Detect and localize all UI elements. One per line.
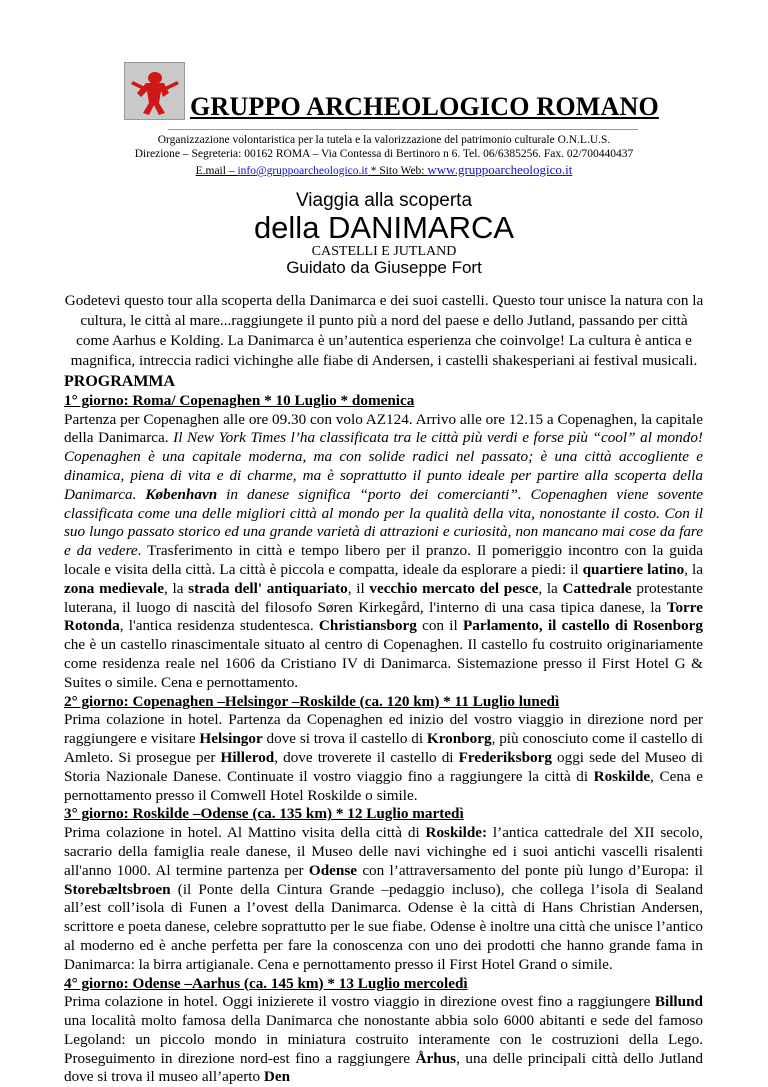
day-description: [64, 711, 703, 805]
day-heading: 1° giorno: Roma/ Copenaghen * 10 Luglio * domenica: [64, 391, 415, 409]
day-text-segment: , la: [538, 579, 563, 597]
title-kicker: Viaggia alla scoperta: [295, 190, 473, 211]
org-title: GRUPPO ARCHEOLOGICO ROMANO: [190, 92, 659, 121]
day-text-segment: Odense: [308, 861, 358, 879]
guide-line: Guidato da Giuseppe Fort: [286, 258, 482, 277]
page-subtitle: CASTELLI E JUTLAND: [311, 244, 457, 259]
day-text-segment: Århus: [415, 1049, 457, 1067]
day-text-segment: protestante luterana, il luogo di nascità del filosofo Søren Kirkegård, l'interno di una casa tipica danese, la: [64, 579, 703, 616]
day-text-segment: Torre Rotonda: [64, 598, 703, 635]
warrior-logo-icon: [125, 63, 184, 119]
intro-paragraph: Godetevi questo tour alla scoperta della Danimarca e dei suoi castelli. Questo tour unisce la natura con la cultura, le città al mare...raggiungete il punto più a nord del paese e dello Jutland, passando per città come Aarhus e Kolding. La Danimarca è un’autentica esperienza che coinvolge! La cultura è antica e magnifica, intreccia radici vichinghe alle fiabe di Andersen, i castelli shakesperiani ai festival musicali.: [64, 292, 704, 369]
day-text-segment: . Trasferimento in città e tempo libero per il pranzo. Il pomeriggio incontro con la guida locale e visita della città. La città è piccola e compatta, ideale da esplorare a piedi: il: [64, 542, 703, 578]
day-text-segment: quartiere latino: [582, 560, 685, 578]
day-text-segment: dove si trova il castello di: [262, 730, 427, 748]
day-heading: 2° giorno: Copenaghen –Helsingor –Roskilde (ca. 120 km) * 11 Luglio lunedì: [64, 692, 560, 710]
day-text-segment: , una delle principali città dello Jutland dove si trova il museo all’aperto: [64, 1049, 703, 1086]
day-description: [64, 824, 703, 974]
day-text-segment: Prima colazione in hotel. Partenza da Copenaghen ed inizio del vostro viaggio in direzione nord per raggiungere e visitare: [64, 711, 703, 748]
org-description: Organizzazione volontaristica per la tutela e la valorizzazione del patrimonio culturale O.N.L.U.S.: [157, 134, 611, 146]
day-text-segment: , la: [684, 560, 703, 578]
day-text-segment: in danese significa “porto dei comercianti”. Copenaghen viene sovente classificata come una delle migliori città al mondo per la qualità della vita, nonostante il costo. Con il suo lungo passato storico ed una grande varietà di attrazioni e curiosità, non mancano mai cose da fare e da vedere: [64, 485, 703, 560]
day-text-segment: Frederiksborg: [458, 748, 552, 766]
day-text-segment: Kronborg: [426, 730, 492, 748]
day-text-segment: , il: [347, 579, 370, 597]
day-text-segment: Christiansborg: [318, 617, 417, 635]
day-text-segment: strada dell' antiquariato: [188, 579, 348, 597]
day-text-segment: Roskilde: [593, 767, 651, 785]
day-text-segment: Il New York Times l’ha classificata tra le città più verdi e forse più “cool” al mondo! Copenaghen è una capitale moderna, ma con solide radici nel passato; è una città accogliente e dinamica, piena di vita e di charme, ma è soprattutto il punto ideale per partire alla scoperta della Danimarca.: [64, 429, 703, 503]
day-description: [64, 411, 703, 693]
email-link[interactable]: info@gruppoarcheologico.it: [237, 165, 368, 177]
day-text-segment: Hillerod: [220, 748, 275, 766]
day-text-segment: Storebæltsbroen: [64, 880, 171, 898]
day-text-segment: (il Ponte della Cintura Grande –pedaggio incluso), che collega l’isola di Sealand all’est coll’isola di Funen a l’ovest della Danimarca. Odense è la città di Hans Christian Andersen, scrittore e poeta danese, celebre soprattutto per le sue fiabe. Odense è inoltre una città che unisce l’antico al moderno ed è anche perfetta per fare la conoscenza con uno dei prodotti che hanno grande fama in Danimarca: la birra artigianale. Cena e pernottamento presso il First Hotel Grand o simile.: [64, 880, 703, 973]
contact-line: [0, 162, 768, 178]
program-section: [64, 373, 703, 1087]
site-label: * Sito Web:: [367, 165, 428, 177]
day-text-segment: , più conosciuto come il castello di Amleto. Si prosegue per: [64, 730, 703, 766]
day-description: [64, 993, 703, 1087]
email-label: E.mail –: [195, 165, 238, 177]
day-text-segment: Cattedrale: [562, 579, 632, 597]
day-text-segment: , dove troverete il castello di: [274, 748, 459, 766]
day-text-segment: , Cena e pernottamento presso il Comwell Hotel Roskilde o simile.: [64, 767, 703, 804]
page-title: della DANIMARCA: [253, 210, 515, 245]
header-divider: [168, 129, 638, 130]
day-heading: 4° giorno: Odense –Aarhus (ca. 145 km) * 13 Luglio mercoledì: [64, 974, 468, 992]
day-text-segment: vecchio mercato del pesce: [369, 579, 539, 597]
day-text-segment: l’antica cattedrale del XII secolo, sacrario della famiglia reale danese, il Museo delle navi vichinghe ed i suoi antichi vascelli risalenti all'anno 1000. Al termine partenza per: [64, 824, 703, 879]
day-text-segment: København: [145, 485, 218, 503]
day-text-segment: con il: [416, 617, 463, 635]
day-text-segment: Parlamento, il castello di Rosenborg: [462, 617, 703, 635]
day-text-segment: Prima colazione in hotel. Al Mattino visita della città di: [64, 824, 426, 842]
day-text-segment: che è un castello rinascimentale situato al centro di Copenaghen. Il castello fu costruito originariamente come residenza reale nel 1606 da Cristiano IV di Danimarca. Sistemazione presso il First Hotel G & Suites o simile. Cena e pernottamento.: [64, 636, 703, 691]
day-text-segment: Den: [263, 1068, 291, 1086]
org-address: Direzione – Segreteria: 00162 ROMA – Via Contessa di Bertinoro n 6. Tel. 06/6385256. Fax. 02/700440437: [134, 148, 634, 160]
day-text-segment: una località molto famosa della Danimarca che nonostante abbia solo 6000 abitanti e sede del famoso Legoland: un piccolo mondo in miniatura costruito interamente con le costruzioni della Lego. Proseguimento in direzione nord-est fino a raggiungere: [64, 1012, 703, 1067]
day-text-segment: Helsingor: [199, 730, 263, 748]
website-link[interactable]: www.gruppoarcheologico.it: [427, 162, 573, 177]
day-text-segment: , l'antica residenza studentesca.: [119, 617, 319, 635]
day-text-segment: Partenza per Copenaghen alle ore 09.30 con volo AZ124. Arrivo alle ore 12.15 a Copenaghen, la capitale della Danimarca.: [64, 410, 703, 447]
program-heading: PROGRAMMA: [64, 373, 176, 390]
day-text-segment: zona medievale: [64, 579, 165, 597]
day-text-segment: con l’attraversamento del ponte più lungo d’Europa: il: [357, 861, 704, 879]
day-text-segment: oggi sede del Museo di Storia Nazionale Danese. Continuate il vostro viaggio fino a raggiungere la città di: [64, 748, 703, 785]
day-text-segment: Roskilde:: [425, 824, 488, 842]
day-text-segment: Prima colazione in hotel. Oggi inizierete il vostro viaggio in direzione ovest fino a raggiungere: [64, 993, 655, 1011]
logo: [124, 62, 185, 120]
day-text-segment: Billund: [654, 993, 703, 1011]
day-heading: 3° giorno: Roskilde –Odense (ca. 135 km) * 12 Luglio martedì: [64, 805, 464, 823]
day-text-segment: , la: [164, 579, 189, 597]
